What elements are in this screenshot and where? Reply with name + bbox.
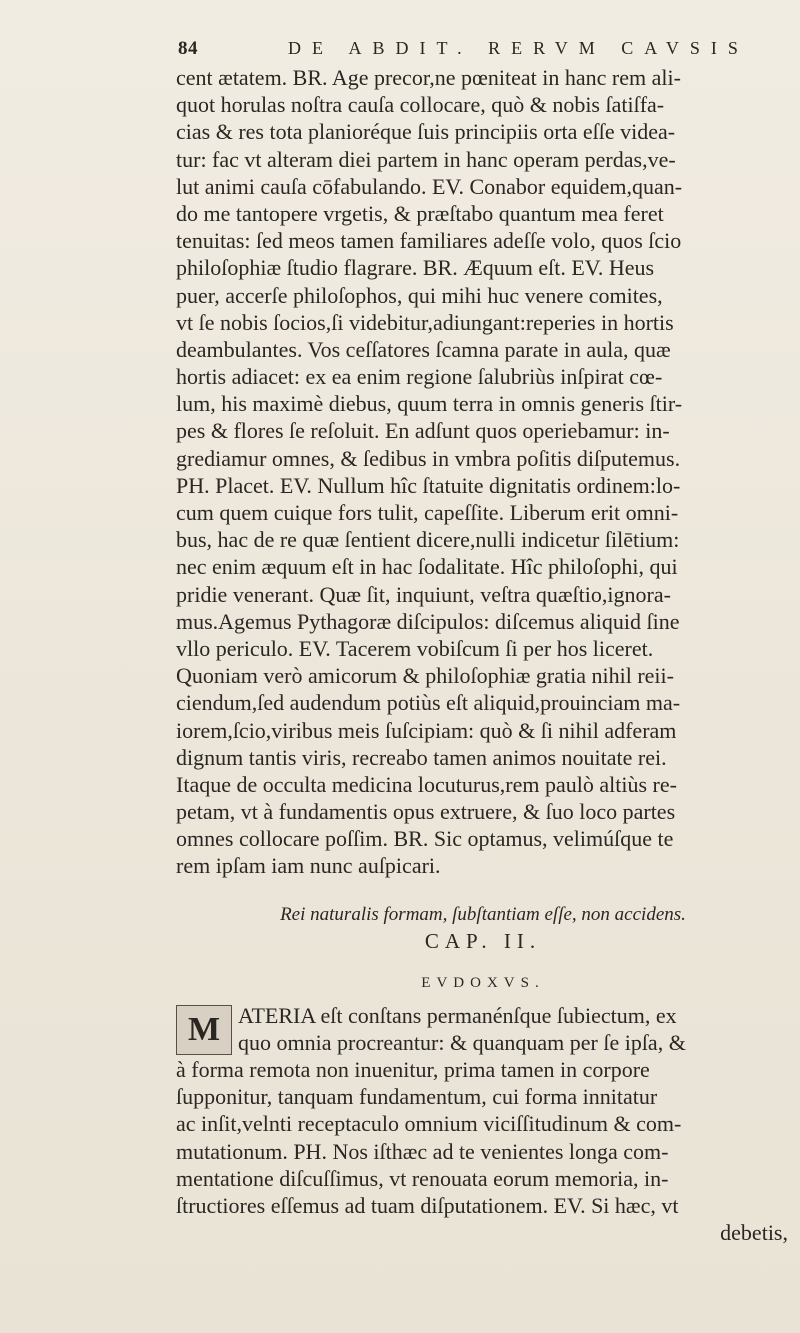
text-line: cum quem cuique fors tulit, capeſſite. Liberum erit omni- xyxy=(176,500,679,525)
running-head: DE ABDIT. RERVM CAVSIS xyxy=(288,38,749,58)
text-line: mentatione diſcuſſimus, vt renouata eorum memoria, in- xyxy=(176,1165,669,1191)
text-line: à forma remota non inuenitur, prima tamen in corpore xyxy=(176,1057,650,1082)
text-line: rem ipſam iam nunc auſpicari. xyxy=(176,853,441,879)
text-line: grediamur omnes, & ſedibus in vmbra poſitis diſputemus. xyxy=(176,445,681,471)
text-line: pes & flores ſe reſoluit. En adſunt quos operiebamur: in- xyxy=(176,418,670,444)
text-line: nec enim æquum eſt in hac ſodalitate. Hîc philoſophi, qui xyxy=(176,554,678,580)
text-line: deambulantes. Vos ceſſatores ſcamna parate in aula, quæ xyxy=(176,336,671,362)
text-line: iorem,ſcio,viribus meis ſuſcipiam: quò & ſi nihil adferam xyxy=(176,717,677,743)
text-line: quo omnia procreantur: & quanquam per ſe ipſa, & xyxy=(238,1029,686,1055)
page-number: 84 xyxy=(178,38,198,59)
text-line: mutationum. PH. Nos iſthæc ad te venientes longa com- xyxy=(176,1138,669,1164)
text-line: puer, accerſe philoſophos, qui mihi huc venere comites, xyxy=(176,282,663,308)
text-line: philoſophiæ ſtudio flagrare. BR. Æquum eſt. EV. Heus xyxy=(176,255,655,281)
opening-paragraph xyxy=(176,1002,790,1056)
chapter-title: Rei naturalis formam, ſubſtantiam eſſe, non accidens. xyxy=(280,903,686,925)
text-line: vllo periculo. EV. Tacerem vobiſcum ſi per hos liceret. xyxy=(176,635,654,661)
text-line: Itaque de occulta medicina locuturus,rem paulò altiùs re- xyxy=(176,771,677,797)
catchword: debetis, xyxy=(720,1220,788,1246)
text-line: tur: fac vt alteram diei partem in hanc operam perdas,ve- xyxy=(176,146,676,172)
text-line: omnes collocare poſſim. BR. Sic optamus, velimúſque te xyxy=(176,826,674,852)
text-block xyxy=(176,64,790,1246)
text-line: pridie venerant. Quæ ſit, inquiunt, veſtra quæſtio,ignora- xyxy=(176,581,671,607)
text-line: ſtructiores eſſemus ad tuam diſputationem. EV. Si hæc, vt xyxy=(176,1192,679,1218)
text-line: quot horulas noſtra cauſa collocare, quò & nobis ſatiſfa- xyxy=(176,92,665,118)
text-line: cias & res tota planioréque ſuis principiis orta eſſe videa- xyxy=(176,119,676,145)
text-line: bus, hac de re quæ ſentient dicere,nulli indicetur ſilētium: xyxy=(176,527,680,553)
text-line: lut animi cauſa cōfabulando. EV. Conabor equidem,quan- xyxy=(176,173,683,199)
text-line: ac inſit,velnti receptaculo omnium viciſſitudinum & com- xyxy=(176,1111,682,1137)
text-line: PH. Placet. EV. Nullum hîc ſtatuite dignitatis ordinem:lo- xyxy=(176,472,681,498)
text-line: lum, his maximè diebus, quum terra in omnis generis ſtir- xyxy=(176,391,683,417)
text-line: dignum tantis viris, recreabo tamen animos nouitate rei. xyxy=(176,744,667,770)
chapter-number: CAP. II. xyxy=(424,928,542,953)
drop-cap-initial: M xyxy=(176,1005,232,1055)
text-line: do me tantopere vrgetis, & præſtabo quantum mea feret xyxy=(176,200,664,226)
text-line: vt ſe nobis ſocios,ſi videbitur,adiungant:reperies in hortis xyxy=(176,309,674,335)
text-line: mus.Agemus Pythagoræ diſcipulos: diſcemus aliquid ſine xyxy=(176,608,680,634)
text-line: petam, vt à fundamentis opus extruere, & ſuo loco partes xyxy=(176,799,676,825)
text-line: ATERIA eſt conſtans permanénſque ſubiectum, ex xyxy=(238,1002,677,1028)
page-header xyxy=(178,38,778,66)
text-line: hortis adiacet: ex ea enim regione ſalubriùs inſpirat cœ- xyxy=(176,364,663,390)
text-line: ciendum,ſed audendum potiùs eſt aliquid,prouinciam ma- xyxy=(176,690,681,716)
text-line: cent ætatem. BR. Age precor,ne pœniteat in hanc rem ali- xyxy=(176,65,681,90)
text-line: Quoniam verò amicorum & philoſophiæ gratia nihil reii- xyxy=(176,663,674,689)
text-line: tenuitas: ſed meos tamen familiares adeſſe volo, quos ſcio xyxy=(176,228,682,254)
text-line: ſupponitur, tanquam fundamentum, cui forma innitatur xyxy=(176,1084,658,1110)
speaker-name: EVDOXVS. xyxy=(421,974,545,991)
